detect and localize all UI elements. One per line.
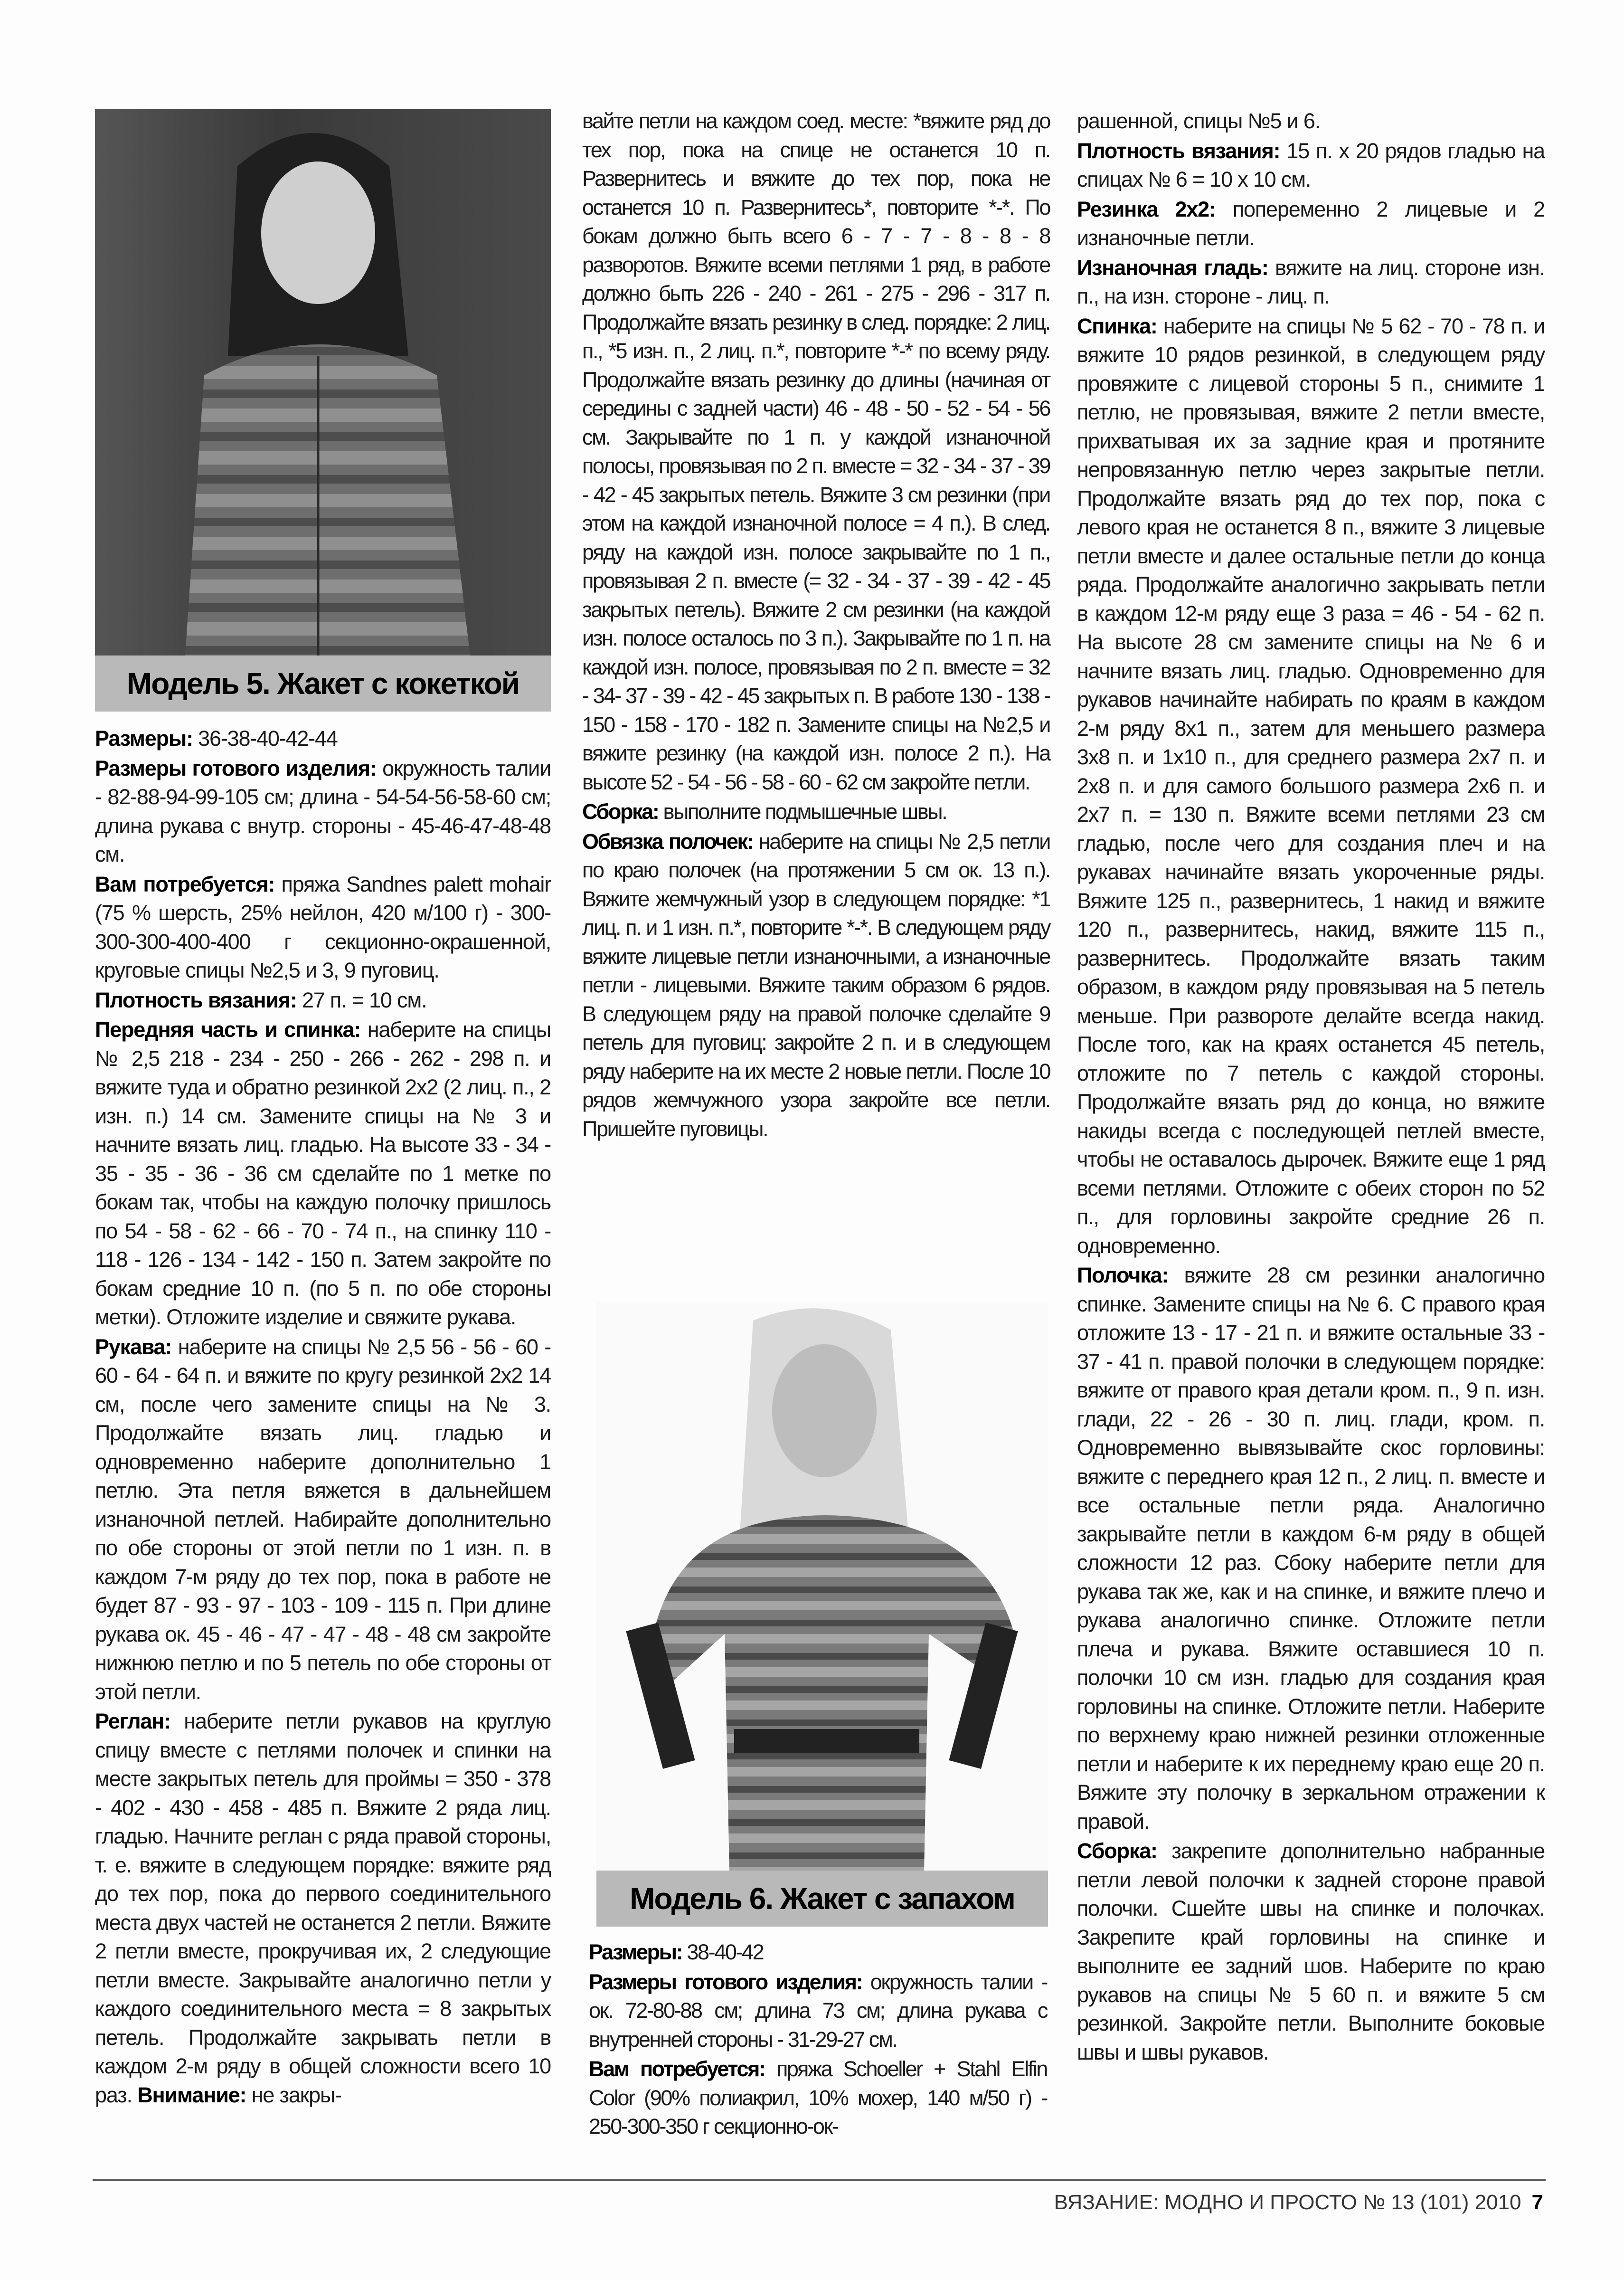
column-2 (582, 107, 1050, 1144)
paragraph-text: вяжите 28 см резинки аналогично спинке. Замените спицы на № 6. С правого края отложите 13 - 17 - 21 п. и вяжите остальные 33 - 37 - 41 п. правой полочки в следующем порядке: вяжите от правого края детали кром. п., 9 п. изн. глади, 22 - 26 - 30 п. лиц. глади, кром. п. Одновременно вывязывайте скос горловины: вяжите с переднего края 12 п., 2 лиц. п. вместе и все остальные петли ряда. Аналогично закрывайте петли в каждом 6-м ряду в общей сложности 12 раз. Сбоку наберите петли для рукава так же, как и на спинке, и вяжите плечо и рукава аналогично спинке. Отложите петли плеча и рукава. Вяжите оставшиеся 10 п. полочки 10 см изн. гладью для создания края горловины на спинке. Отложите петли. Наберите по верхнему краю нижней резинки отложенные петли и наберите к их переднему краю еще 20 п. Вяжите эту полочку в зеркальном отражении к правой. (1077, 1263, 1545, 1834)
paragraph (582, 107, 1050, 797)
paragraph (589, 1938, 1047, 1967)
paragraph (1077, 254, 1545, 311)
section-heading: Плотность вязания: (95, 988, 297, 1012)
section-heading: Спинка: (1077, 314, 1157, 338)
paragraph-text: наберите на спицы № 2,5 56 - 56 - 60 - 60 - 64 - 64 п. и вяжите по кругу резинкой 2х2 14 см, после чего замените спицы на № 3. Продолжайте вязать лиц. гладью и одновременно наберите дополнительно 1 петлю. Эта петля вяжется в дальнейшем изнаночной петлей. Набирайте дополнительно по обе стороны от этой петли по 1 изн. п. в каждом 7-м ряду до тех пор, пока в работе не будет 87 - 93 - 97 - 103 - 109 - 115 п. При длине рукава ок. 45 - 46 - 47 - 47 - 48 - 48 см закройте нижнюю петлю и по 5 петель по обе стороны от этой петли. (95, 1334, 551, 1704)
paragraph (582, 798, 1050, 826)
section-heading: Полочка: (1077, 1263, 1169, 1287)
paragraph (95, 1016, 551, 1332)
section-heading: Размеры готового изделия: (95, 756, 377, 780)
section-heading: Размеры: (589, 1940, 682, 1964)
section-heading: Реглан: (95, 1709, 170, 1733)
paragraph (95, 724, 551, 753)
paragraph-text: попеременно 2 лицевые и 2 изнаночные петли. (1077, 197, 1545, 250)
column-1 (95, 724, 551, 2110)
paragraph (1077, 195, 1545, 253)
paragraph-text: не закры- (246, 2082, 341, 2107)
section-heading: Сборка: (1077, 1839, 1157, 1863)
section-heading: Вам потребуется: (589, 2057, 765, 2081)
paragraph (95, 986, 551, 1015)
model-6-photo (596, 1302, 1048, 1872)
paragraph (1077, 312, 1545, 1261)
paragraph-text: окружность талии - ок. 72-80-88 см; длина 73 см; длина рукава с внутренней стороны - 31-29-27 см. (589, 1969, 1047, 2052)
section-heading: Сборка: (582, 799, 659, 824)
section-heading: Вам потребуется: (95, 872, 275, 896)
paragraph (1077, 137, 1545, 194)
paragraph-text: вайте петли на каждом соед. месте: *вяжите ряд до тех пор, пока на спице не останется 10 п. Развернитесь и вяжите до тех пор, пока не останется 10 п. Развернитесь*, повторите *-*. По бокам должно быть всего 6 - 7 - 7 - 8 - 8 - 8 разворотов. Вяжите всеми петлями 1 ряд, в работе должно быть 226 - 240 - 261 - 275 - 296 - 317 п. Продолжайте вязать резинку в след. порядке: 2 лиц. п., *5 изн. п., 2 лиц. п.*, повторите *-* по всему ряду. Продолжайте вязать резинку до длины (начиная от середины с задней части) 46 - 48 - 50 - 52 - 54 - 56 см. Закрывайте по 1 п. у каждой изнаночной полосы, провязывая по 2 п. вместе = 32 - 34 - 37 - 39 - 42 - 45 закрытых петель. Вяжите 3 см резинки (при этом на каждой изнаночной полосе = 4 п.). В след. ряду на каждой изн. полосе закрывайте по 1 п., провязывая 2 п. вместе (= 32 - 34 - 37 - 39 - 42 - 45 закрытых петель). Вяжите 2 см резинки (на каждой изн. полосе осталось по 3 п.). Закрывайте по 1 п. на каждой изн. полосе, провязывая по 2 п. вместе = 32 - 34- 37 - 39 - 42 - 45 закрытых п. В работе 130 - 138 - 150 - 158 - 170 - 182 п. Замените спицы на №2,5 и вяжите резинку (на каждой изн. полосе 2 п.). На высоте 52 - 54 - 56 - 58 - 60 - 62 см закройте петли. (582, 109, 1050, 794)
paragraph-text: выполните подмышечные швы. (658, 799, 947, 824)
page-number: 7 (1531, 2191, 1543, 2214)
paragraph (1077, 107, 1545, 136)
paragraph-text: наберите на спицы № 5 62 - 70 - 78 п. и вяжите 10 рядов резинкой, в следующем ряду провяжите с лицевой стороны 5 п., снимите 1 петлю, не провязывая, вяжите 2 петли вместе, прихватывая их за задние края и протяните непровязанную петлю через закрытые петли. Продолжайте вязать ряд до тех пор, пока с левого края не останется 8 п., вяжите 3 лицевые петли вместе и далее остальные петли до конца ряда. Продолжайте аналогично закрывать петли в каждом 12-м ряду еще 3 раза = 46 - 54 - 62 п. На высоте 28 см замените спицы на № 6 и начните вязать лиц. гладью. Одновременно для рукавов начинайте набирать по краям в каждом 2-м ряду 8х1 п., затем для меньшего размера 3х8 п. и 1х10 п., для среднего размера 2х7 п. и 2х8 п. и для самого большого размера 2х6 п. и 2х7 п. = 130 п. Вяжите всеми петлями 23 см гладью, после чего для создания плеч и на рукавах начинайте вязать укороченные ряды. Вяжите 125 п., развернитесь, 1 накид и вяжите 120 п., развернитесь, накид, вяжите 115 п., развернитесь. Продолжайте вязать таким образом, в каждом ряду провязывая на 5 петель меньше. При развороте делайте всегда накид. После того, как на краях останется 45 петель, отложите по 7 петель с каждой стороны. Продолжайте вязать ряд до конца, но вяжите накиды всегда с последующей петлей вместе, чтобы не оставалось дырочек. Вяжите еще 1 ряд всеми петлями. Отложите с обеих сторон по 52 п., для горловины закройте средние 26 п. одновременно. (1077, 314, 1545, 1258)
section-heading: Передняя часть и спинка: (95, 1017, 361, 1042)
paragraph-text: пряжа Sandnes palett mohair (75 % шерсть, 25% нейлон, 420 м/100 г) - 300-300-300-400-400 г секционно-окрашенной, круговые спицы №2,5 и 3, 9 пуговиц. (95, 872, 551, 982)
paragraph-text: наберите на спицы № 2,5 петли по краю полочек (на протяжении 5 см ок. 13 п.). Вяжите жемчужный узор в следующем порядке: *1 лиц. п. и 1 изн. п.*, повторите *-*. В следующем ряду вяжите лицевые петли изнаночными, а изнаночные петли - лицевыми. Вяжите таким образом 6 рядов. В следующем ряду на правой полочке сделайте 9 петель для пуговиц: закройте 2 п. и в следующем ряду наберите на их месте 2 новые петли. После 10 рядов жемчужного узора закройте все петли. Пришейте пуговицы. (582, 829, 1050, 1141)
model-5-figure (95, 109, 551, 656)
section-heading: Размеры готового изделия: (589, 1969, 862, 1994)
paragraph-text: наберите петли рукавов на круглую спицу вместе с петлями полочек и спинки на месте закрытых петель для проймы = 350 - 378 - 402 - 430 - 458 - 485 п. Вяжите 2 ряда лиц. гладью. Начните реглан с ряда правой стороны, т. е. вяжите в следующем порядке: вяжите ряд до тех пор, пока до первого соединительного места двух частей не останется 2 петли. Вяжите 2 петли вместе, прокручивая их, 2 следующие петли вместе. Закрывайте аналогично петли у каждого соединительного места = 8 закрытых петель. Продолжайте закрывать петли в каждом 2-м ряду в общей сложности всего 10 раз. (95, 1709, 551, 2107)
paragraph (1077, 1837, 1545, 2067)
paragraph-text: 27 п. = 10 см. (296, 988, 427, 1012)
model-6-caption: Модель 6. Жакет с запахом (596, 1871, 1048, 1927)
magazine-title: ВЯЗАНИЕ: МОДНО И ПРОСТО № 13 (101) 2010 (1054, 2191, 1521, 2214)
paragraph (589, 1968, 1047, 2054)
paragraph (589, 2055, 1047, 2141)
footer-divider (93, 2179, 1546, 2181)
page-footer (1054, 2191, 1543, 2214)
paragraph (1077, 1261, 1545, 1836)
paragraph (95, 754, 551, 869)
model-6-figure (596, 1302, 1048, 1872)
paragraph-text: 36-38-40-42-44 (192, 726, 338, 750)
paragraph (95, 870, 551, 985)
section-heading: Обвязка полочек: (582, 829, 753, 854)
paragraph-text: закрепите дополнительно набранные петли левой полочки к задней стороне правой полочки. Сшейте швы на спинке и полочках. Закрепите край горловины на спинке и выполните ее задний шов. Наберите по краю рукавов на спицы № 5 60 п. и вяжите 5 см резинкой. Закройте петли. Выполните боковые швы и швы рукавов. (1077, 1839, 1545, 2064)
section-heading: Резинка 2х2: (1077, 197, 1216, 221)
column-2-model-6 (589, 1938, 1047, 2142)
paragraph-text: вяжите на лиц. стороне изн. п., на изн. стороне - лиц. п. (1077, 255, 1545, 308)
model-5-photo (95, 109, 551, 656)
column-3 (1077, 107, 1545, 2068)
section-heading: Размеры: (95, 726, 193, 750)
paragraph-text: 15 п. х 20 рядов гладью на спицах № 6 = 10 х 10 см. (1077, 138, 1545, 191)
paragraph-text: пряжа Schoeller + Stahl Elfin Color (90% полиакрил, 10% мохер, 140 м/50 г) - 250-300-350 г секционно-ок- (589, 2057, 1047, 2138)
paragraph-text: 38-40-42 (682, 1940, 764, 1964)
section-heading: Внимание: (137, 2082, 246, 2107)
paragraph-text: наберите на спицы № 2,5 218 - 234 - 250 - 266 - 262 - 298 п. и вяжите туда и обратно резинкой 2х2 (2 лиц. п., 2 изн. п.) 14 см. Замените спицы на № 3 и начните вязать лиц. гладью. На высоте 33 - 34 - 35 - 35 - 36 - 36 см сделайте по 1 метке по бокам так, чтобы на каждую полочку пришлось по 54 - 58 - 62 - 66 - 70 - 74 п., на спинку 110 - 118 - 126 - 134 - 142 - 150 п. Затем закройте по бокам средние 10 п. (по 5 п. по обе стороны метки). Отложите изделие и свяжите рукава. (95, 1017, 551, 1329)
paragraph (582, 827, 1050, 1144)
section-heading: Плотность вязания: (1077, 138, 1280, 163)
paragraph-text: рашенной, спицы №5 и 6. (1077, 109, 1321, 133)
section-heading: Изнаночная гладь: (1077, 255, 1268, 280)
paragraph-text: окружность талии - 82-88-94-99-105 см; длина - 54-54-56-58-60 см; длина рукава с внутр. стороны - 45-46-47-48-48 см. (95, 756, 551, 866)
paragraph (95, 1333, 551, 1707)
paragraph (95, 1707, 551, 2109)
model-5-caption: Модель 5. Жакет с кокеткой (95, 656, 551, 712)
section-heading: Рукава: (95, 1334, 172, 1359)
